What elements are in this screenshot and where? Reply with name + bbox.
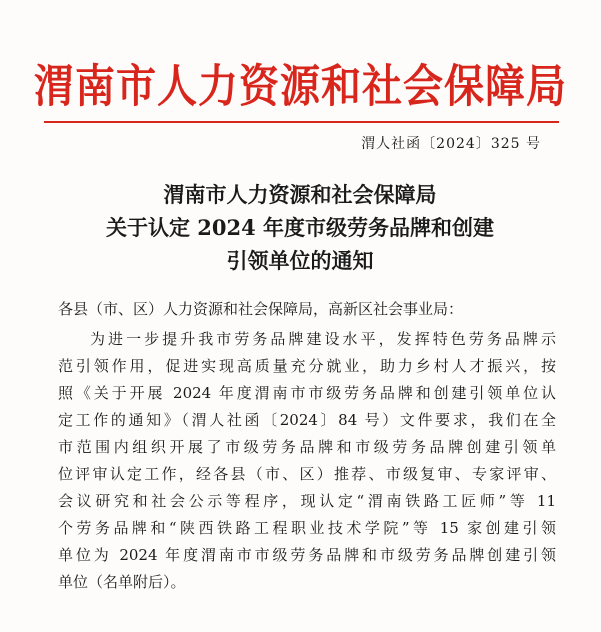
body-line: 位评审认定工作，经各县（市、区）推荐、市级复审、专家评审、: [58, 465, 556, 483]
body-line: 单位为 2024 年度渭南市市级劳务品牌和市级劳务品牌创建引领: [58, 546, 556, 564]
body-line: 范引领作用，促进实现高质量充分就业，助力乡村人才振兴，按: [58, 357, 556, 375]
body-line: 照《关于开展 2024 年度渭南市市级劳务品牌和创建引领单位认: [58, 384, 556, 402]
document-number: 渭人社函〔2024〕325 号: [361, 136, 541, 152]
document-title: [60, 178, 540, 277]
salutation: 各县（市、区）人力资源和社会保障局，高新区社会事业局：: [58, 300, 464, 318]
title-line: 关于认定 2024 年度市级劳务品牌和创建: [105, 215, 495, 240]
body-paragraph: [58, 326, 556, 596]
body-line: 会议研究和社会公示等程序，现认定“渭南铁路工匠师”等 11: [58, 492, 556, 510]
body-line: 为进一步提升我市劳务品牌建设水平，发挥特色劳务品牌示: [90, 330, 556, 348]
body-line: 定工作的通知》（渭人社函〔2024〕84 号）文件要求，我们在全: [58, 411, 556, 429]
body-line: 个劳务品牌和“陕西铁路工程职业技术学院”等 15 家创建引领: [58, 519, 556, 537]
red-divider-line: [44, 121, 559, 123]
body-line: 单位（名单附后）。: [58, 573, 186, 591]
masthead: 渭南市人力资源和社会保障局: [34, 60, 567, 113]
title-line: 渭南市人力资源和社会保障局: [163, 182, 437, 207]
title-line: 引领单位的通知: [226, 248, 374, 273]
body-line: 市范围内组织开展了市级劳务品牌和市级劳务品牌创建引领单: [58, 438, 556, 456]
